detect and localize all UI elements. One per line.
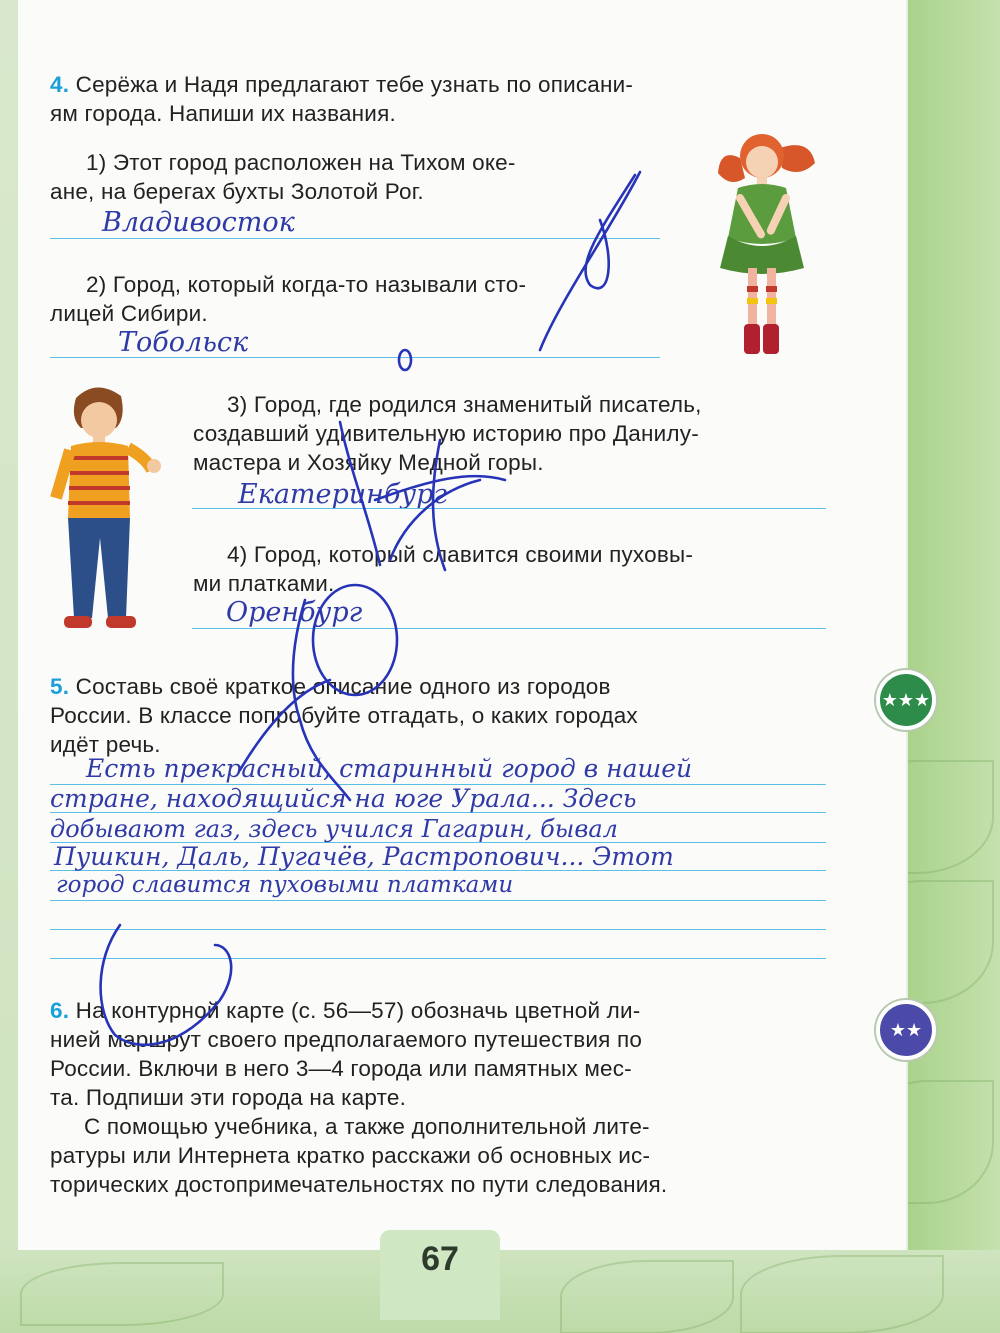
- task4-q3-line1: 3) Город, где родился знаменитый писатель,: [227, 392, 702, 417]
- stars-icon: ★★★: [881, 690, 931, 710]
- task5-answer-line: добывают газ, здесь учился Гагарин, бывал: [50, 815, 618, 843]
- task5-number: 5.: [50, 674, 70, 699]
- task6-line7: торических достопримечательностях по пути следования.: [50, 1172, 668, 1197]
- task4-q2-line2: лицей Сибири.: [50, 301, 208, 326]
- task4-intro-line2: ям города. Напиши их названия.: [50, 101, 396, 126]
- page-number: 67: [421, 1240, 459, 1278]
- answer-q2: Тобольск: [118, 327, 249, 358]
- task5-answer-line: стране, находящийся на юге Урала... Здесь: [50, 784, 637, 813]
- task5-answer-line: Пушкин, Даль, Пугачёв, Растропович... Этот: [54, 842, 674, 871]
- task6-line3: России. Включи в него 3—4 города или памятных мес-: [50, 1056, 632, 1081]
- task4-q3-line3: мастера и Хозяйку Медной горы.: [193, 450, 544, 475]
- task4-q2-line1: 2) Город, который когда-то называли сто-: [86, 272, 527, 297]
- task6-line5: С помощью учебника, а также дополнительной лите-: [84, 1114, 650, 1139]
- task5-line1: Составь своё краткое описание одного из городов: [75, 674, 611, 699]
- task6-line1: На контурной карте (с. 56—57) обозначь цветной ли-: [75, 998, 641, 1023]
- task5-line2: России. В классе попробуйте отгадать, о каких городах: [50, 703, 638, 728]
- task6-line4: та. Подпиши эти города на карте.: [50, 1085, 407, 1110]
- task4-q1-line2: ане, на берегах бухты Золотой Рог.: [50, 179, 424, 204]
- task5-line3: идёт речь.: [50, 732, 161, 757]
- task6-line2: нией маршрут своего предполагаемого путешествия по: [50, 1027, 643, 1052]
- answer-q4: Оренбург: [226, 597, 363, 628]
- task4-number: 4.: [50, 72, 70, 97]
- task4-q4-line2: ми платками.: [193, 571, 335, 596]
- task4-q1-line1: 1) Этот город расположен на Тихом оке-: [86, 150, 516, 175]
- task6-number: 6.: [50, 998, 70, 1023]
- task6-line6: ратуры или Интернета кратко расскажи об основных ис-: [50, 1143, 651, 1168]
- task4-q3-line2: создавший удивительную историю про Данилу-: [193, 421, 699, 446]
- answer-q3: Екатеринбург: [238, 479, 448, 510]
- task4-q4-line1: 4) Город, который славится своими пуховы-: [227, 542, 694, 567]
- answer-q1: Владивосток: [102, 207, 295, 238]
- task5-answer-line: город славится пуховыми платками: [56, 872, 514, 898]
- task4-intro-line1: Серёжа и Надя предлагают тебе узнать по описани-: [75, 72, 634, 97]
- task5-answer-line: Есть прекрасный, старинный город в нашей: [86, 754, 693, 783]
- stars-icon: ★★: [889, 1020, 923, 1040]
